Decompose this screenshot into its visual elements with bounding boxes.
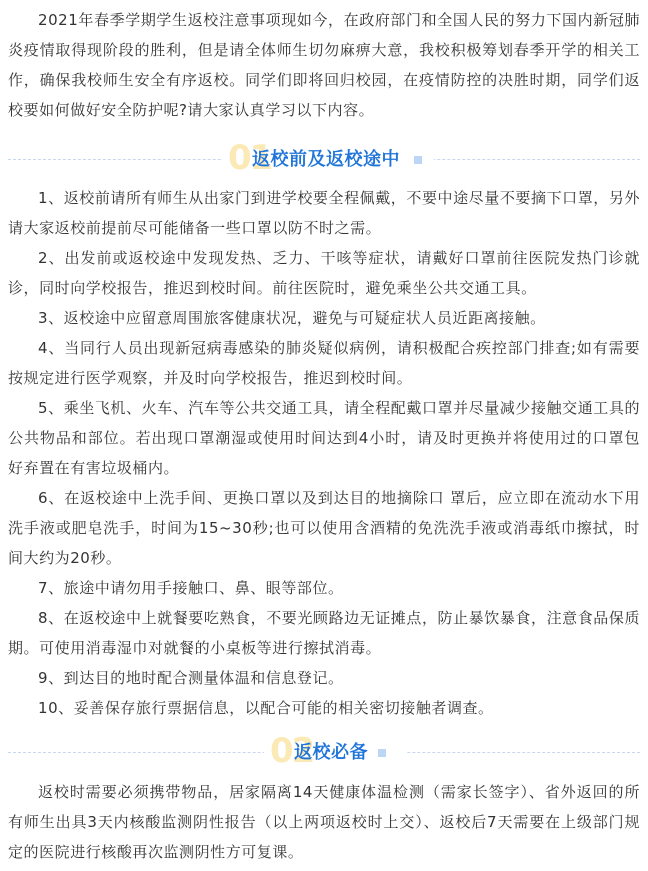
section-title: 返校必备	[294, 742, 368, 763]
list-item-10: 10、妥善保存旅行票据信息，以配合可能的相关密切接触者调查。	[38, 699, 494, 717]
section-heading	[264, 733, 406, 773]
section-heading	[222, 140, 434, 180]
list-item-5: 5、乘坐飞机、火车、汽车等公共交通工具，请全程配戴口罩并尽量减少接触交通工具的公共物品和部位。若出现口罩潮湿或使用时间达到4小时，请及时更换并将使用过的口罩包好弃置在有害垃圾桶内。	[8, 399, 640, 477]
section-number: 02	[270, 731, 314, 771]
list-item-7: 7、旅途中请勿用手接触口、鼻、眼等部位。	[38, 579, 344, 597]
list-item-2: 2、出发前或返校途中发现发热、乏力、干咳等症状，请戴好口罩前往医院发热门诊就诊，同时向学校报告，推迟到校时间。前往医院时，避免乘坐公共交通工具。	[8, 249, 640, 297]
section-header-01	[8, 140, 640, 180]
list-item-4: 4、当同行人员出现新冠病毒感染的肺炎疑似病例，请积极配合疾控部门排查;如有需要按规定进行医学观察，并及时向学校报告，推迟到校时间。	[8, 339, 640, 387]
section-number: 01	[228, 138, 272, 178]
section-accent-square	[414, 156, 422, 164]
intro-paragraph: 2021年春季学期学生返校注意事项现如今，在政府部门和全国人民的努力下国内新冠肺炎疫情取得现阶段的胜利，但是请全体师生切勿麻痹大意，我校积极筹划春季开学的相关工作，确保我校师生安全有序返校。同学们即将回归校园，在疫情防控的决胜时期，同学们返校要如何做好安全防护呢?请大家认真学习以下内容。	[8, 11, 640, 119]
requirements-paragraph: 返校时需要必须携带物品，居家隔离14天健康体温检测（需家长签字）、省外返回的所有师生出具3天内核酸监测阴性报告（以上两项返校时上交）、返校后7天需要在上级部门规定的医院进行核酸再次监测阴性方可复课。	[8, 783, 640, 861]
section-title: 返校前及返校途中	[252, 149, 400, 170]
list-item-9: 9、到达目的地时配合测量体温和信息登记。	[38, 669, 344, 687]
list-item-8: 8、在返校途中上就餐要吃熟食，不要光顾路边无证摊点，防止暴饮暴食，注意食品保质期。可使用消毒湿巾对就餐的小桌板等进行擦拭消毒。	[8, 609, 640, 657]
list-item-6: 6、在返校途中上洗手间、更换口罩以及到达目的地摘除口 罩后，应立即在流动水下用洗手液或肥皂洗手，时间为15~30秒;也可以使用含酒精的免洗洗手液或消毒纸巾擦拭，时间大约为20秒。	[8, 489, 640, 567]
section-accent-square	[378, 749, 386, 757]
list-item-1: 1、返校前请所有师生从出家门到进学校要全程佩戴，不要中途尽量不要摘下口罩，另外请大家返校前提前尽可能储备一些口罩以防不时之需。	[8, 189, 640, 237]
section-header-02	[8, 733, 640, 773]
list-item-3: 3、返校途中应留意周围旅客健康状况，避免与可疑症状人员近距离接触。	[38, 309, 546, 327]
